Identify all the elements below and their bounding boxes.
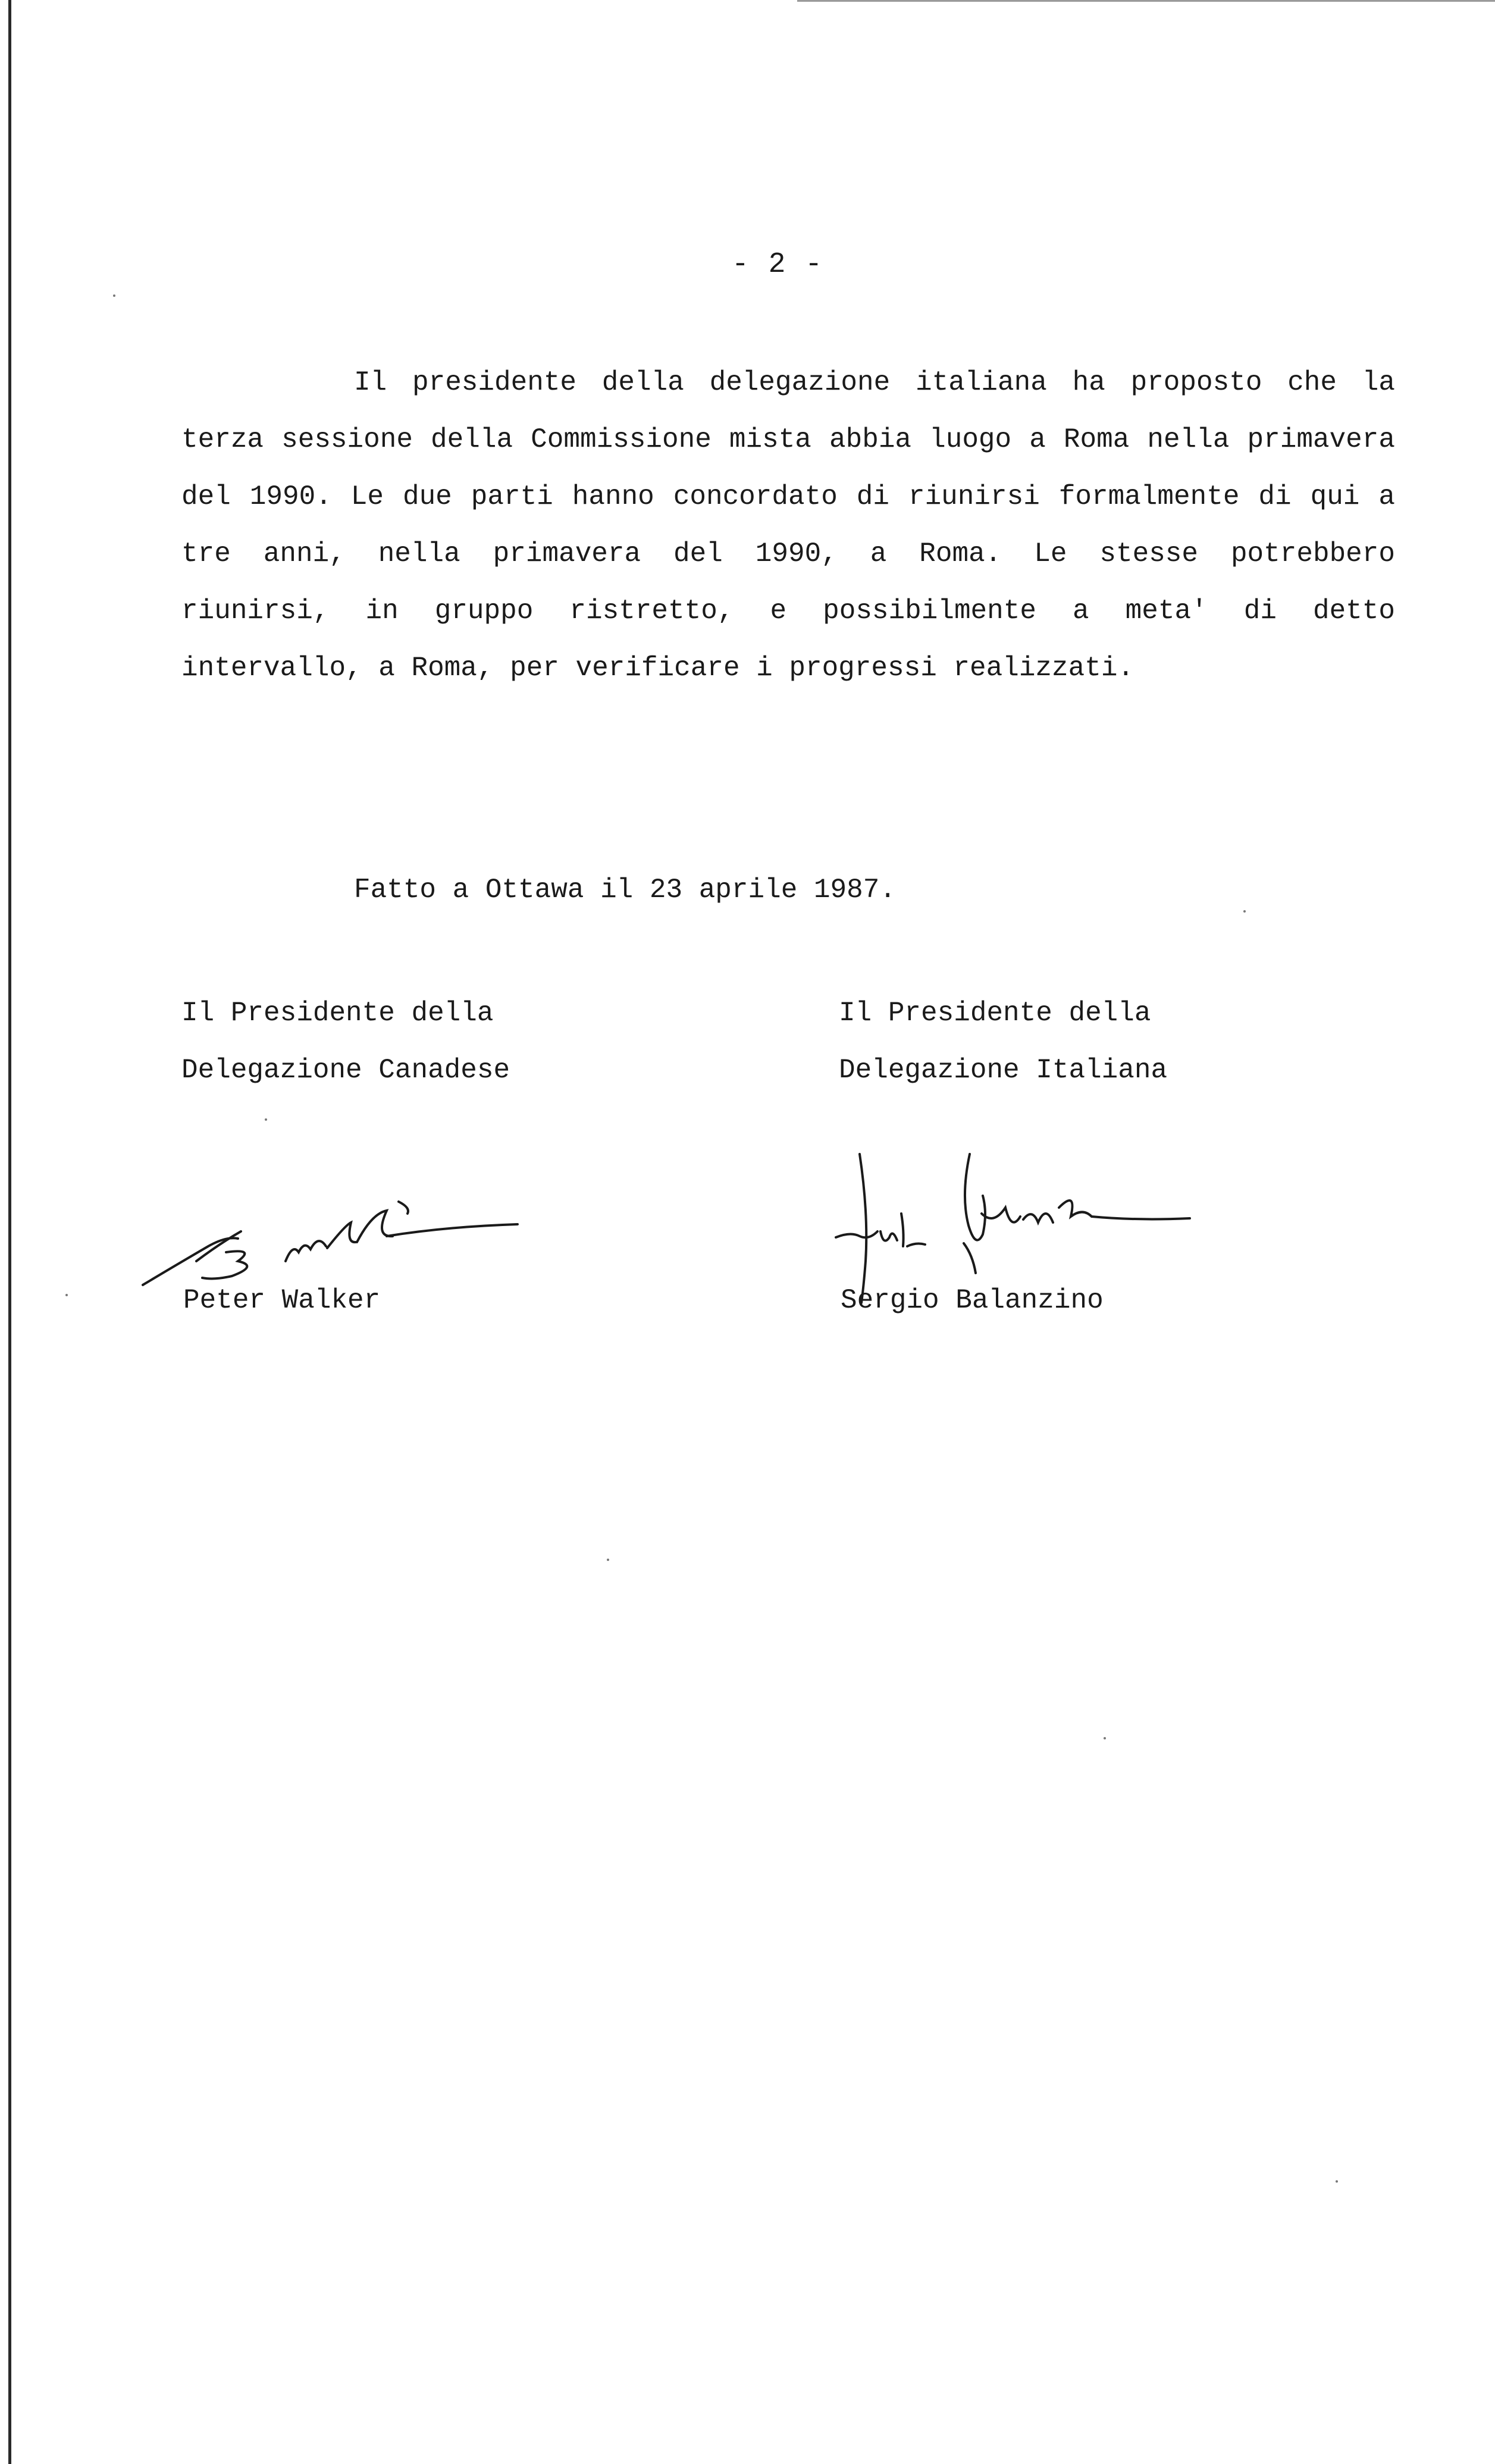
signatory-right-line2: Delegazione Italiana	[839, 1055, 1168, 1086]
body-paragraph: Il presidente della delegazione italiana ha proposto che la terza sessione della Commissione mista abbia luogo a Roma nella primavera del 1990. Le due parti hanno concordato di riunirsi formalmente di qui a tre anni, nella primavera del 1990, a Roma. Le stesse potrebbero riunirsi, in gruppo ristretto, e possibilmente a meta' di detto intervallo, a Roma, per verificare i progressi realizzati.	[181, 367, 1395, 684]
scan-speck	[265, 1118, 267, 1121]
scan-speck	[65, 1294, 68, 1296]
scan-speck	[1243, 910, 1246, 913]
scan-speck	[1104, 1737, 1106, 1739]
scan-speck	[607, 1559, 609, 1561]
signatory-left-line1: Il Presidente della	[181, 998, 494, 1029]
signatory-right-line1: Il Presidente della	[839, 998, 1151, 1029]
signatory-right-title	[839, 985, 1167, 1099]
signatory-left-name: Peter Walker	[183, 1285, 381, 1316]
signatory-left-line2: Delegazione Canadese	[181, 1055, 510, 1086]
scan-speck	[113, 294, 115, 297]
signatory-left-title	[181, 985, 510, 1099]
signatory-right-name: Sergio Balanzino	[841, 1285, 1104, 1316]
signature-left	[137, 1178, 541, 1297]
closing-date-line: Fatto a Ottawa il 23 aprile 1987.	[354, 874, 896, 905]
scan-speck	[1336, 2180, 1338, 2183]
signature-right	[827, 1142, 1214, 1309]
scan-edge-top	[797, 0, 1495, 2]
scan-edge-left	[8, 0, 11, 2464]
page-number: - 2 -	[732, 249, 824, 281]
